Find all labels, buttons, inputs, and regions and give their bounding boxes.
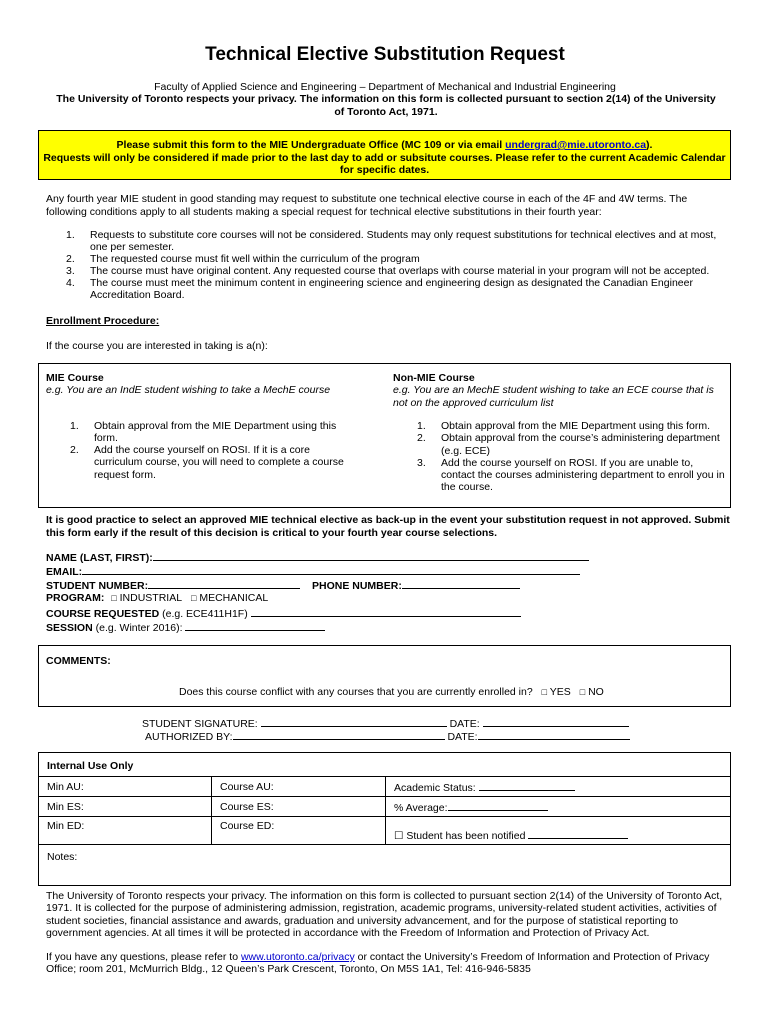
notice-text: Please submit this form to the MIE Undergraduate Office (MC 109 or via email <box>116 139 506 151</box>
phone-label: PHONE NUMBER: <box>312 580 402 592</box>
list-item: 3. Add the course yourself on ROSI. If you are unable to, contact the courses administering department to enroll you in the course. <box>417 456 725 494</box>
notes-cell[interactable]: Notes: <box>39 845 731 886</box>
notice-deadline: Requests will only be considered if made prior to the last day to add or subsitute courses. Please refer to the current Academic Calendar for specific dates. <box>43 151 726 176</box>
conflict-question-row <box>179 686 604 698</box>
mechanical-checkbox[interactable]: □ <box>190 593 197 603</box>
phone-field[interactable] <box>312 578 520 592</box>
no-label: NO <box>588 686 604 698</box>
backup-advice: It is good practice to select an approved MIE technical elective as back-up in the event your substitution request in not approved. Submit this form early if the result of this decision is critical to your fourth year course selections. <box>46 514 730 539</box>
email-field[interactable] <box>46 564 580 578</box>
email-input-line[interactable] <box>82 564 580 575</box>
average-label: % Average: <box>394 801 448 814</box>
student-date-label: DATE: <box>449 718 480 730</box>
conditions-list <box>56 229 726 301</box>
authorized-date-line[interactable] <box>478 729 630 740</box>
authorized-label: AUTHORIZED BY: <box>145 731 233 743</box>
course-ed-cell[interactable]: Course ED: <box>212 817 386 845</box>
phone-input-line[interactable] <box>402 578 520 589</box>
list-item: 4. The course must meet the minimum content in engineering science and engineering design as designated the Canadian Engineer Accreditation Board. <box>66 277 693 301</box>
list-item: 1. Obtain approval from the MIE Department using this form. <box>70 419 337 444</box>
student-signature-row <box>142 716 629 730</box>
average-line[interactable] <box>448 800 548 811</box>
course-requested-label: COURSE REQUESTED <box>46 608 160 620</box>
yes-checkbox[interactable]: □ <box>541 687 548 697</box>
privacy-footer: The University of Toronto respects your privacy. The information on this form is collected to pursuant section 2(14) of the University of Toronto Act, 1971. It is collected for the purpose of administering admission, registration, academic programs, university-related student activities, activities of student societies, financial assistance and awards, graduation and university advancement, and for the purpose of statistical reporting to government agencies. At all times it will be protected in accordance with the Freedom of Information and Protection of Privacy Act. <box>46 890 723 939</box>
min-ed-cell[interactable]: Min ED: <box>39 817 212 845</box>
contact-text: If you have any questions, please refer to <box>46 951 241 963</box>
program-field <box>46 592 268 604</box>
privacy-link[interactable]: www.utoronto.ca/privacy <box>240 951 355 963</box>
no-checkbox[interactable]: □ <box>579 687 586 697</box>
list-item: 2. The requested course must fit well within the curriculum of the program <box>66 253 420 265</box>
student-number-input-line[interactable] <box>148 578 300 589</box>
conflict-question: Does this course conflict with any courses that you are currently enrolled in? <box>179 686 533 698</box>
notified-checkbox[interactable]: ☐ <box>394 830 404 842</box>
academic-status-cell[interactable] <box>386 777 731 797</box>
contact-address: or contact the University’s Freedom of Information and Protection of Privacy Office; room 201, McMurrich Bldg., 12 Queen’s Park Crescent, Toronto, On M5S 1A1, Tel: 416-946-5835 <box>46 951 710 976</box>
course-requested-input-line[interactable] <box>251 606 521 617</box>
mie-course-example: e.g. You are an IndE student wishing to take a MechE course <box>46 384 331 396</box>
notified-cell[interactable] <box>386 817 731 845</box>
academic-status-line[interactable] <box>479 780 575 791</box>
comments-label: COMMENTS: <box>46 655 111 667</box>
min-au-cell[interactable]: Min AU: <box>39 777 212 797</box>
contact-footer <box>46 951 736 976</box>
course-type-box <box>38 363 731 508</box>
student-number-field[interactable] <box>46 578 300 592</box>
table-row <box>39 845 731 886</box>
yes-label: YES <box>549 686 571 698</box>
internal-use-table <box>38 776 731 886</box>
name-input-line[interactable] <box>153 550 589 561</box>
authorized-row <box>145 729 630 743</box>
enrollment-heading: Enrollment Procedure: <box>46 315 160 327</box>
course-example: (e.g. ECE411H1F) <box>162 608 248 620</box>
list-item: 3. The course must have original content. Any requested course that overlaps with course material in your program will not be accepted. <box>66 265 710 277</box>
mie-course-title: MIE Course <box>46 372 104 384</box>
notified-label: Student has been notified <box>406 830 526 842</box>
program-label: PROGRAM: <box>46 592 105 604</box>
email-label: EMAIL: <box>46 566 83 578</box>
session-input-line[interactable] <box>185 620 325 631</box>
table-row <box>39 777 731 797</box>
session-example: (e.g. Winter 2016): <box>95 622 183 634</box>
student-number-label: STUDENT NUMBER: <box>46 580 149 592</box>
industrial-label: INDUSTRIAL <box>119 592 183 604</box>
list-item: 1. Obtain approval from the MIE Department using this form. <box>417 420 711 432</box>
mechanical-label: MECHANICAL <box>199 592 269 604</box>
submission-notice <box>38 130 731 180</box>
min-es-cell[interactable]: Min ES: <box>39 797 212 817</box>
industrial-checkbox[interactable]: □ <box>111 593 117 603</box>
faculty-line: Faculty of Applied Science and Engineering – Department of Mechanical and Industrial Engineering <box>154 81 616 93</box>
notified-line[interactable] <box>528 828 628 839</box>
student-date-line[interactable] <box>483 716 629 727</box>
academic-status-label: Academic Status: <box>394 781 476 794</box>
internal-use-heading: Internal Use Only <box>38 752 731 776</box>
page-title: Technical Elective Substitution Request <box>205 44 565 65</box>
notice-text-end: ). <box>646 139 653 151</box>
average-cell[interactable] <box>386 797 731 817</box>
enrollment-question: If the course you are interested in taking is a(n): <box>46 340 268 352</box>
non-mie-course-column <box>393 372 723 494</box>
mie-course-column <box>46 372 366 481</box>
session-field[interactable] <box>46 620 325 634</box>
non-mie-course-title: Non-MIE Course <box>393 372 475 384</box>
course-es-cell[interactable]: Course ES: <box>212 797 386 817</box>
list-item: 2. Obtain approval from the course’s administering department (e.g. ECE) <box>417 432 720 457</box>
table-row <box>39 797 731 817</box>
student-signature-label: STUDENT SIGNATURE: <box>142 718 258 730</box>
table-row <box>39 817 731 845</box>
course-requested-field[interactable] <box>46 606 521 620</box>
authorized-line[interactable] <box>233 729 445 740</box>
authorized-date-label: DATE: <box>447 731 478 743</box>
name-field[interactable] <box>46 550 589 564</box>
list-item: 1. Requests to substitute core courses will not be considered. Students may only request substitutions for technical electives and at most, one per semester. <box>66 229 717 253</box>
session-label: SESSION <box>46 622 93 634</box>
student-signature-line[interactable] <box>261 716 447 727</box>
privacy-statement: The University of Toronto respects your privacy. The information on this form is collected pursuant to section 2(14) of the University of Toronto Act, 1971. <box>56 93 716 118</box>
comments-box[interactable] <box>38 645 731 707</box>
intro-paragraph: Any fourth year MIE student in good standing may request to substitute one technical elective course in each of the 4F and 4W terms. The following conditions apply to all students making a special request for technical elective substitutions in their fourth year: <box>46 193 688 218</box>
name-label: NAME (LAST, FIRST): <box>46 552 153 564</box>
course-au-cell[interactable]: Course AU: <box>212 777 386 797</box>
list-item: 2. Add the course yourself on ROSI. If it is a core curriculum course, you will need to complete a course request form. <box>70 444 344 481</box>
email-link[interactable]: undergrad@mie.utoronto.ca <box>505 139 647 151</box>
non-mie-course-example: e.g. You are an MechE student wishing to take an ECE course that is not on the approved curriculum list <box>393 384 714 409</box>
